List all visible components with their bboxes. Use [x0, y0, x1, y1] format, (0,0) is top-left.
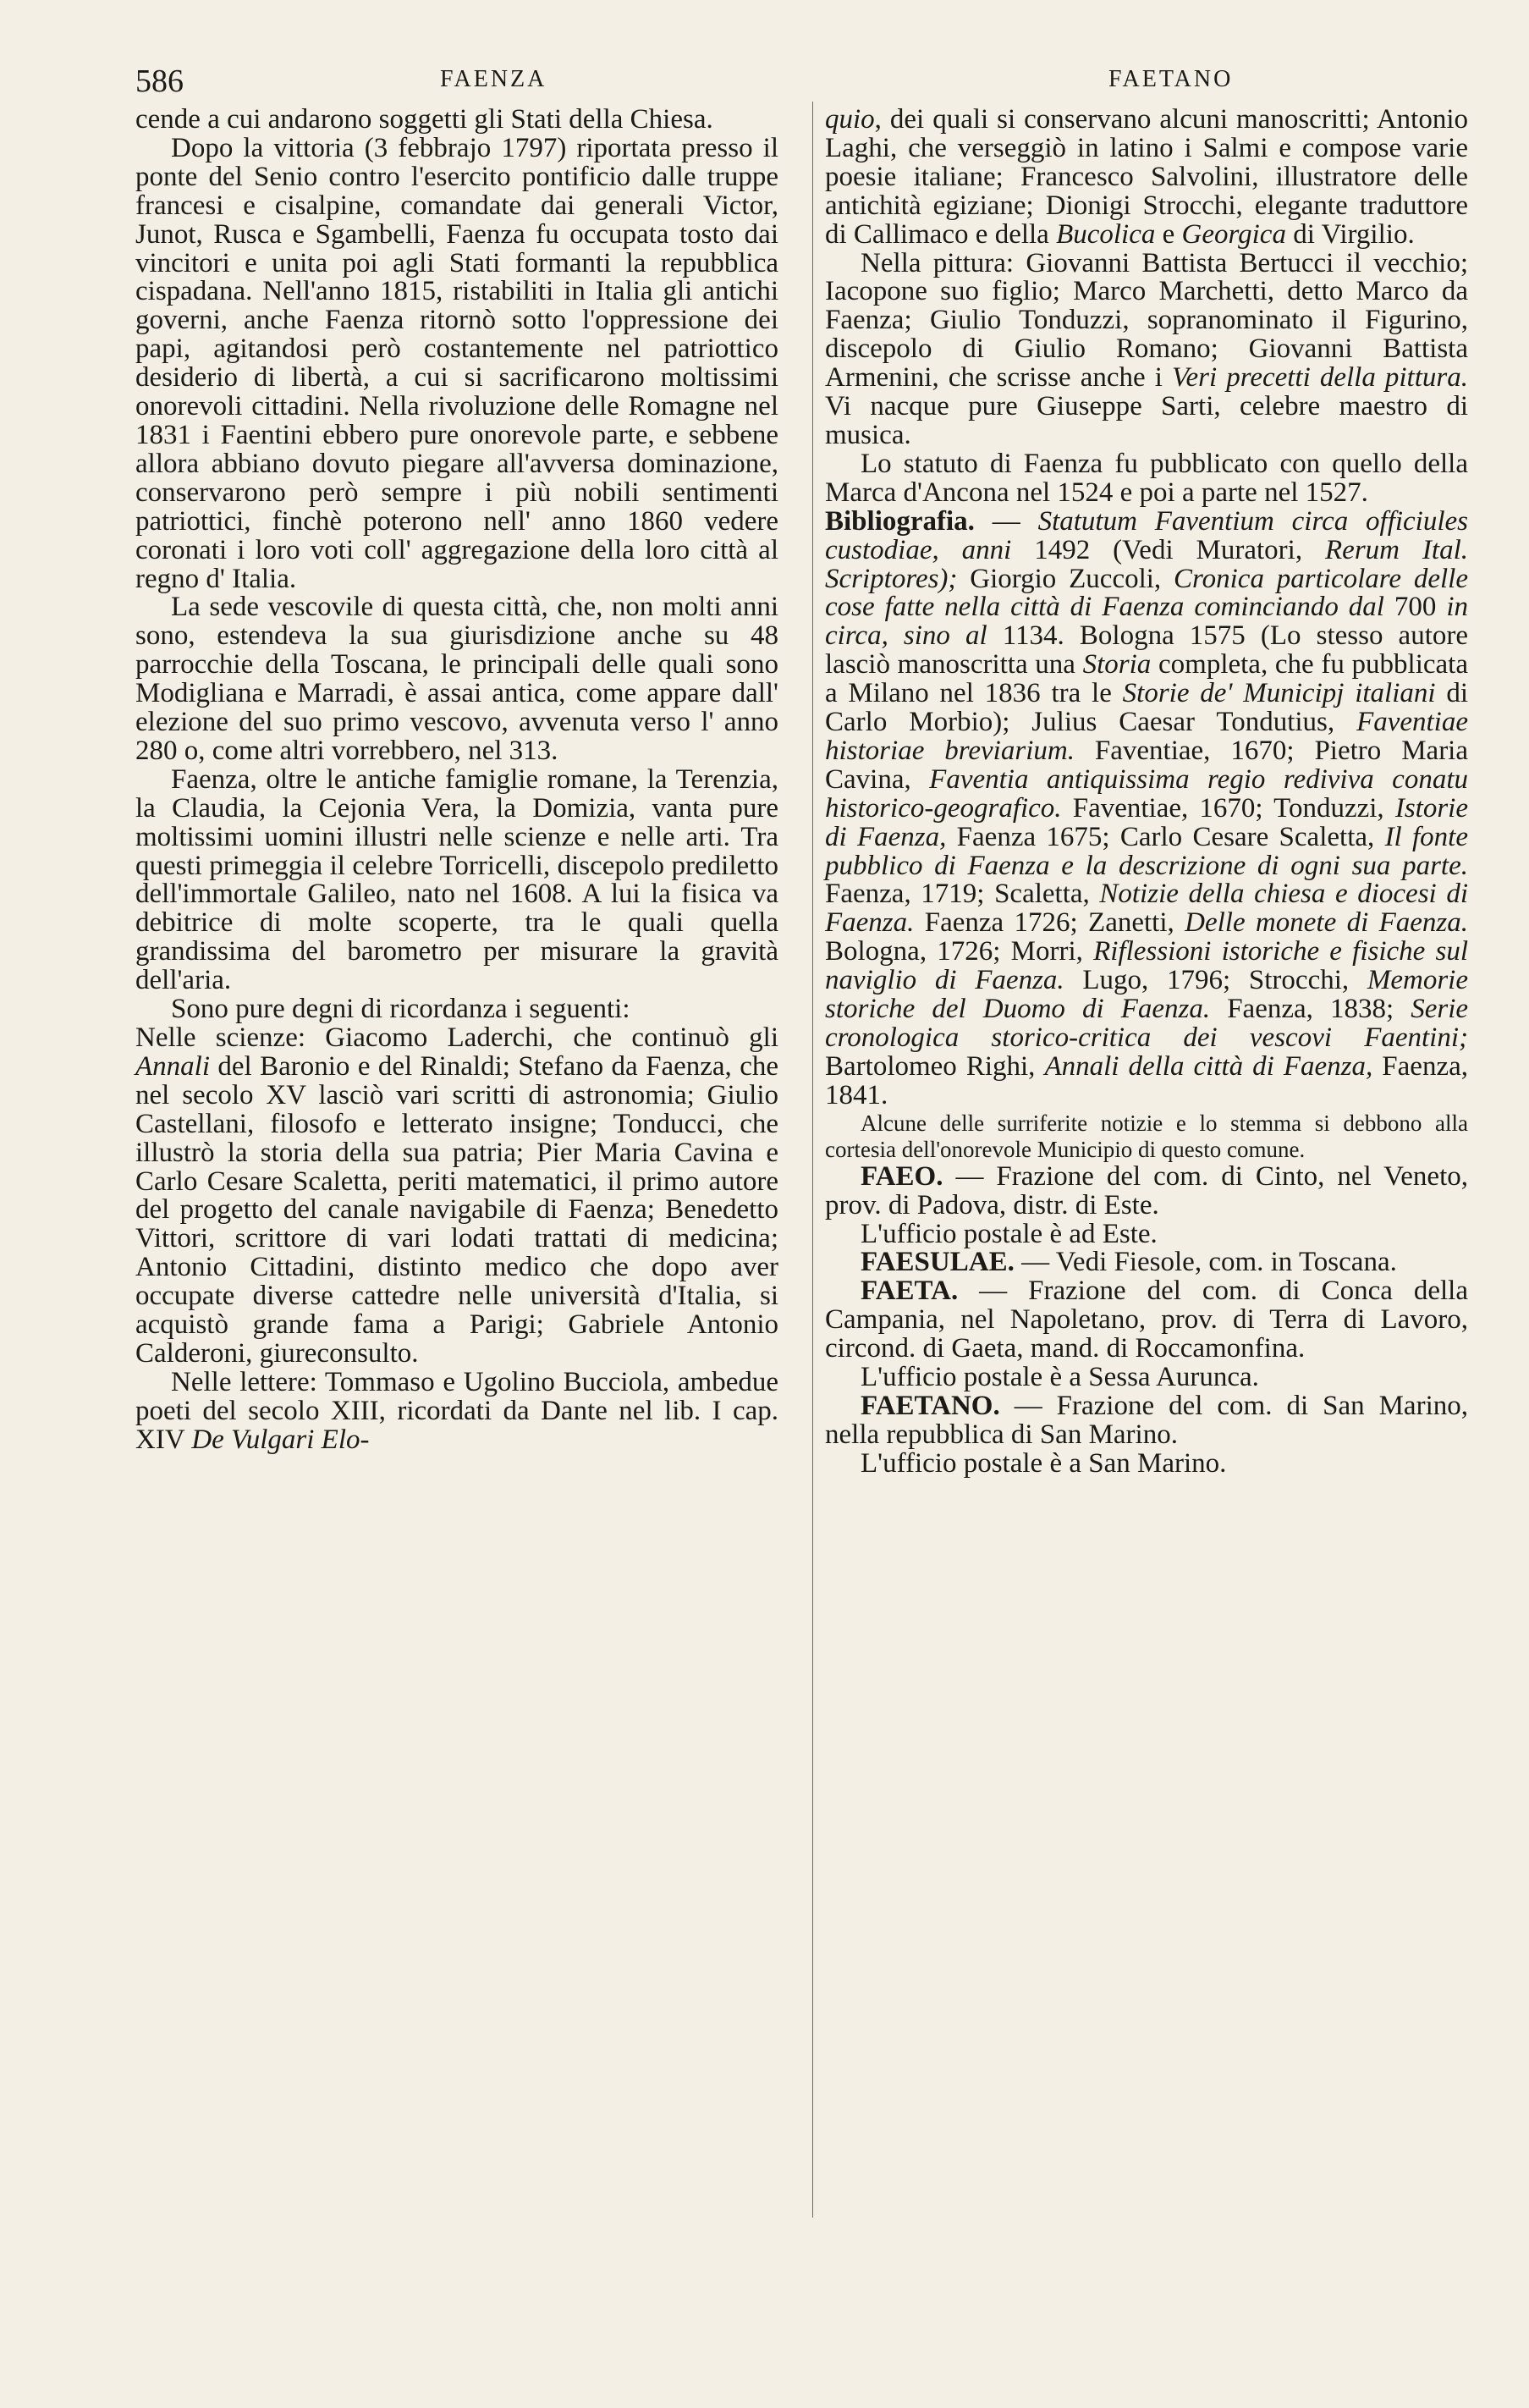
italic-title: De Vulgari Elo-	[191, 1424, 370, 1455]
paragraph: Lo statuto di Faenza fu pubblicato con quello della Marca d'Ancona nel 1524 e poi a parte nel 1527.	[825, 448, 1468, 508]
entry-faeo	[825, 1160, 1468, 1221]
entry-text: — Vedi Fiesole, com. in Toscana.	[1014, 1247, 1397, 1278]
entry-faeta	[825, 1277, 1468, 1364]
text: di Virgilio.	[1285, 218, 1415, 250]
bibliography-segment: Notizie della chiesa e diocesi di Faenza.	[825, 879, 1468, 939]
right-column	[825, 106, 1468, 1479]
bibliography-segment: Faventiae, 1670; Tonduzzi,	[1061, 792, 1395, 824]
paragraph	[135, 1024, 778, 1369]
paragraph	[135, 1366, 778, 1455]
text: Nelle lettere: Tommaso e Ugolino Bucciola, ambedue poeti del secolo XIII, ricordati da Dante nel lib. I cap. XIV	[135, 1366, 778, 1455]
paragraph	[825, 247, 1468, 450]
entry-text: — Frazione del com. di Conca della Campania, nel Napoletano, prov. di Terra di Lavoro, circond. di Gaeta, mand. di Roccamonfina.	[825, 1276, 1468, 1364]
bibliography-segment: Faenza 1675; Carlo Cesare Scaletta,	[946, 821, 1385, 852]
bibliography	[825, 505, 1469, 1110]
italic-title: quio	[825, 104, 875, 135]
bibliography-segment: Cronica particolare delle cose fatte nella città di Faenza cominciando dal	[825, 563, 1468, 623]
italic-title: Georgica	[1181, 218, 1286, 250]
entry-post: L'ufficio postale è a San Marino.	[861, 1447, 1227, 1479]
paragraph: Sono pure degni di ricordanza i seguenti:	[171, 994, 630, 1025]
text: , dei quali si conservano alcuni manoscritti; Antonio Laghi, che verseggiò in latino i Salmi e compose varie poesie italiane; Francesco Salvolini, illustratore delle antichità egiziane; Dionigi Strocchi, elegante traduttore di Callimaco e della	[825, 104, 1468, 250]
bibliography-segment: Lugo, 1796; Strocchi,	[1064, 965, 1367, 996]
bibliography-body	[825, 506, 1468, 1110]
bibliography-segment: Rerum Ital. Scriptores);	[825, 534, 1468, 594]
bibliography-segment: Bologna, 1726; Morri,	[825, 936, 1094, 967]
running-head-right: FAETANO	[1108, 66, 1234, 92]
bibliography-segment: completa, che fu pubblicata a Milano nel 1836 tra le	[825, 649, 1468, 709]
paragraph	[825, 106, 1468, 250]
bibliography-segment: Il fonte pubblico di Faenza e la descrizione di ogni sua parte.	[825, 821, 1468, 881]
bibliography-segment: Storia	[1082, 649, 1152, 681]
bibliography-segment: Riflessioni istoriche e fisiche sul naviglio di Faenza.	[825, 936, 1469, 996]
bibliography-segment: Faenza 1726; Zanetti,	[914, 907, 1185, 939]
note: Alcune delle surriferite notizie e lo stemma si debbono alla cortesia dell'onorevole Municipio di questo comune.	[825, 1110, 1468, 1162]
bibliography-segment: Statutum Faventium circa officiules custodiae, anni	[825, 505, 1469, 565]
entry-head: FAETANO.	[861, 1390, 1000, 1421]
entry-text: — Frazione del com. di San Marino, nella repubblica di San Marino.	[825, 1390, 1468, 1450]
entry-faesulae	[825, 1248, 1468, 1277]
bibliography-segment: in circa, sino al	[825, 592, 1469, 652]
text: Nelle scienze: Giacomo Laderchi, che continuò gli	[135, 1022, 778, 1053]
entry-head: FAEO.	[861, 1160, 943, 1192]
text: Nella pittura: Giovanni Battista Bertucci il vecchio; Iacopone suo figlio; Marco Marchetti, detto Marco da Faenza; Giulio Tonduzzi, sopranominato il Figurino, discepolo di Giulio Romano; Giovanni Battista Armenini, che scrisse anche i	[825, 247, 1468, 394]
entry-text: — Frazione del com. di Cinto, nel Veneto, prov. di Padova, distr. di Este.	[825, 1160, 1468, 1221]
bibliography-segment: Memorie storiche del Duomo di Faenza.	[825, 965, 1468, 1025]
text: e	[1155, 218, 1182, 250]
bibliography-segment: —	[974, 505, 1038, 537]
italic-title: Annali	[135, 1050, 210, 1082]
bibliography-segment: Faventia antiquissima regio rediviva conatu historico-geografico.	[825, 763, 1468, 824]
bibliography-segment: Istorie di Faenza,	[825, 792, 1468, 852]
paragraph: La sede vescovile di questa città, che, non molti anni sono, estendeva la sua giurisdizione anche su 48 parrocchie della Toscana, le principali delle quali sono Modigliana e Marradi, è assai antica, come appare dall' elezione del suo primo vescovo, avvenuta verso l' anno 280 o, come altri vorrebbero, nel 313.	[135, 592, 778, 766]
bibliography-segment: Delle monete di Faenza.	[1185, 907, 1468, 939]
entry-head: FAETA.	[861, 1276, 959, 1307]
bibliography-segment: Storie de' Municipj italiani	[1122, 678, 1436, 709]
entry-post: L'ufficio postale è a Sessa Aurunca.	[861, 1362, 1259, 1393]
paragraph: cende a cui andarono soggetti gli Stati della Chiesa.	[135, 104, 713, 135]
bibliography-segment: 700	[1383, 592, 1447, 623]
italic-title: Veri precetti della pittura.	[1171, 362, 1468, 394]
paragraph: Faenza, oltre le antiche famiglie romane, la Terenzia, la Claudia, la Cejonia Vera, la Domizia, vanta pure moltissimi uomini illustri nelle scienze e nelle arti. Tra questi primeggia il celebre Torricelli, discepolo prediletto dell'immortale Galileo, nato nel 1608. A lui la fisica va debitrice di molte scoperte, tra le quali quella grandissima del barometro per misurare la gravità dell'aria.	[135, 763, 778, 996]
entry-faetano	[825, 1392, 1468, 1450]
bibliography-segment: di Carlo Morbio); Julius Caesar Tondutius,	[825, 678, 1469, 738]
left-column	[135, 106, 778, 1455]
bibliography-segment: 1492 (Vedi Muratori,	[1011, 534, 1326, 565]
entry-post: L'ufficio postale è ad Este.	[861, 1218, 1158, 1249]
bibliography-segment: Annali della città di Faenza,	[1044, 1050, 1373, 1082]
text: Vi nacque pure Giuseppe Sarti, celebre maestro di musica.	[825, 391, 1468, 450]
bibliography-segment: Faventiae historiae breviarium.	[825, 707, 1468, 766]
entry-head: FAESULAE.	[861, 1247, 1015, 1278]
bibliography-segment: Faenza, 1719; Scaletta,	[825, 879, 1100, 910]
column-divider	[812, 102, 813, 2218]
bibliography-segment: Bartolomeo Righi,	[825, 1050, 1045, 1082]
page-number: 586	[135, 63, 184, 99]
bibliography-segment: Serie cronologica storico-critica dei vescovi Faentini;	[825, 994, 1469, 1053]
bibliography-segment: Faventiae, 1670; Pietro Maria Cavina,	[825, 735, 1468, 795]
bibliography-label: Bibliografia.	[825, 505, 975, 537]
bibliography-segment: 1134. Bologna 1575 (Lo stesso autore lasciò manoscritta una	[825, 620, 1468, 681]
bibliography-segment: Giorgio Zuccoli,	[957, 563, 1174, 594]
bibliography-segment: Faenza, 1841.	[825, 1050, 1468, 1110]
text: del Baronio e del Rinaldi; Stefano da Faenza, che nel secolo XV lasciò vari scritti di astronomia; Giulio Castellani, filosofo e letterato insigne; Tonducci, che illustrò la storia della sua patria; Pier Maria Cavina e Carlo Cesare Scaletta, periti matematici, il primo autore del progetto del canale navigabile di Faenza; Benedetto Vittori, scrittore di vari lodati trattati di medicina; Antonio Cittadini, distinto medico che dopo aver occupate diverse cattedre nelle università d'Italia, si acquistò grande fama a Parigi; Gabriele Antonio Calderoni, giureconsulto.	[135, 1050, 778, 1369]
italic-title: Bucolica	[1056, 218, 1156, 250]
bibliography-segment: Faenza, 1838;	[1210, 994, 1411, 1025]
paragraph: Dopo la vittoria (3 febbrajo 1797) riportata presso il ponte del Senio contro l'esercito pontificio dalle truppe francesi e cisalpine, comandate dai generali Victor, Junot, Rusca e Sgambelli, Faenza fu occupata tosto dai vincitori e unita poi agli Stati formanti la repubblica cispadana. Nell'anno 1815, ristabiliti in Italia gli antichi governi, anche Faenza ritornò sotto l'oppressione dei papi, agitandosi però costantemente nel patriottico desiderio di libertà, a cui si sacrificarono moltissimi onorevoli cittadini. Nella rivoluzione delle Romagne nel 1831 i Faentini ebbero pure onorevole parte, e sebbene allora abbiano dovuto piegare all'avversa dominazione, conservarono però sempre i più nobili sentimenti patriottici, finchè poterono nell' anno 1860 vedere coronati i loro voti coll' aggregazione della loro città al regno d' Italia.	[135, 132, 778, 594]
running-head-left: FAENZA	[440, 66, 547, 92]
